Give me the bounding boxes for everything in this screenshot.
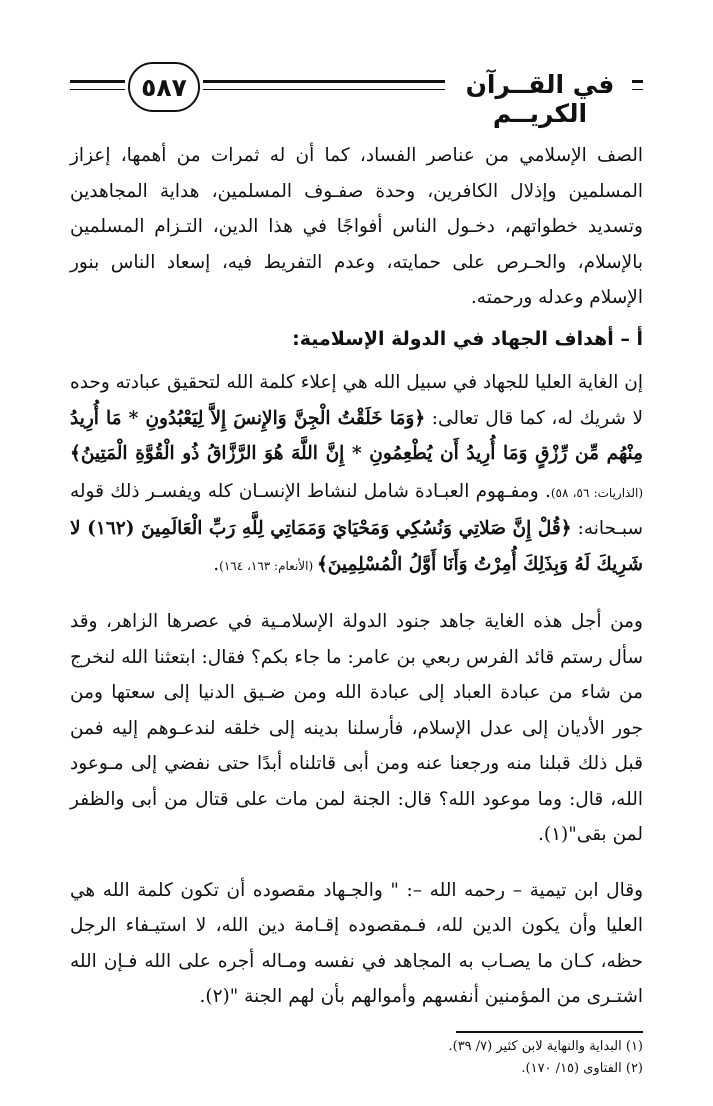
header-rule-left: [70, 80, 125, 83]
footnote-1: (١) البداية والنهاية لابن كثير (٧/ ٣٩).: [448, 1039, 643, 1054]
verse-citation-2: (الأنعام: ١٦٣، ١٦٤): [219, 558, 317, 573]
paragraph-1: الصف الإسلامي من عناصر الفساد، كما أن له ثمرات من أهمها، إعزاز المسلمين وإذلال الكافرين، وحدة صفـوف المسلمين، هداية المجاهدين وتسديد خطواتهم، دخـول الناس أفواجًا في هذا الدين، التـزام المسلمين بالإسلام، والحـرص على حمايته، وعدم التفريط فيه، إسعاد الناس بنور الإسلام وعدله ورحمته.: [70, 145, 643, 308]
running-title: في القــرآن الكريــم: [465, 70, 615, 128]
footnote-2: (٢) الفتاوى (١٥/ ١٧٠).: [521, 1061, 643, 1076]
header-rule-left-thin: [70, 89, 125, 90]
footnote-divider: [456, 1031, 643, 1033]
page-number: ٥٨٧: [141, 72, 187, 102]
paragraph-3: ومن أجل هذه الغاية جاهد جنود الدولة الإسلامـية في عصرها الزاهر، وقد سأل رستم قائد الفرس ربعي بن عامر: ما جاء بكم؟ فقال: ابتعثنا الله لنخرج من شاء من عبادة العباد إلى عبادة الله ومن ضـيق الدنيا إلى سعتها ومن جور الأديان إلى عدل الإسلام، فأرسلنا بدينه إلى خلقه لندعـوهم إليه فمن قبل ذلك قبلنا منه ورجعنا عنه ومن أبى قاتلناه أبدًا حتى نفضي إلى مـوعود الله، قال: وما موعود الله؟ قال: الجنة لمن مات على قتال من أبى والظفر لمن بقى"(١).: [70, 611, 643, 845]
header-rule-middle: [203, 80, 445, 83]
header-rule-middle-thin: [203, 89, 445, 90]
header-rule-right: [632, 80, 643, 83]
paragraph-2-text-a: إن الغاية العليا للجهاد في سبيل الله هي إعلاء كلمة الله لتحقيق عبادته وحده لا شريك له، كما قال تعالى:: [70, 372, 643, 429]
quran-verse-2: ﴿قُلْ إِنَّ صَلاتِي وَنُسُكِي وَمَحْيَايَ وَمَمَاتِي لِلَّهِ رَبِّ الْعَالَمِينَ (١٦٢) لا شَرِيكَ لَهُ وَبِذَلِكَ أُمِرْتُ وَأَنَا أَوَّلُ الْمُسْلِمِينَ﴾: [70, 518, 643, 575]
paragraph-4: وقال ابن تيمية – رحمه الله –: " والجـهاد مقصوده أن تكون كلمة الله هي العليا وأن يكون الدين لله، فـمقصوده إقـامة دين الله، لا استيـفاء الرجل حظه، كـان ما يصـاب به المجاهد في نفسه ومـاله أجره على الله فـإن الله اشتـرى من المؤمنين أنفسهم وأموالهم بأن لهم الجنة "(٢).: [70, 879, 643, 1007]
page-header: [0, 0, 713, 130]
paragraph-2-text-b: . ومفـهوم العبـادة شامل لنشاط الإنسـان كله ويفسـر ذلك قوله سبـحانه:: [70, 480, 643, 539]
footnotes: [300, 1036, 643, 1080]
section-heading: أ – أهداف الجهاد في الدولة الإسلامية:: [292, 327, 643, 350]
body-text: [70, 138, 643, 1015]
paragraph-2-end: .: [213, 553, 220, 575]
page-number-frame: [128, 62, 200, 112]
paragraph-2: [70, 365, 643, 584]
quran-verse-1: ﴿وَمَا خَلَقْتُ الْجِنَّ وَالإِنسَ إِلاَّ لِيَعْبُدُونِ * مَا أُرِيدُ مِنْهُم مِّن رِّزْقٍ وَمَا أُرِيدُ أَن يُطْعِمُونِ * إِنَّ اللَّهَ هُوَ الرَّزَّاقُ ذُو الْقُوَّةِ الْمَتِينُ﴾: [70, 407, 643, 464]
header-rule-right-thin: [632, 89, 643, 90]
verse-citation-1: (الذاريات: ٥٦، ٥٨): [550, 485, 644, 500]
